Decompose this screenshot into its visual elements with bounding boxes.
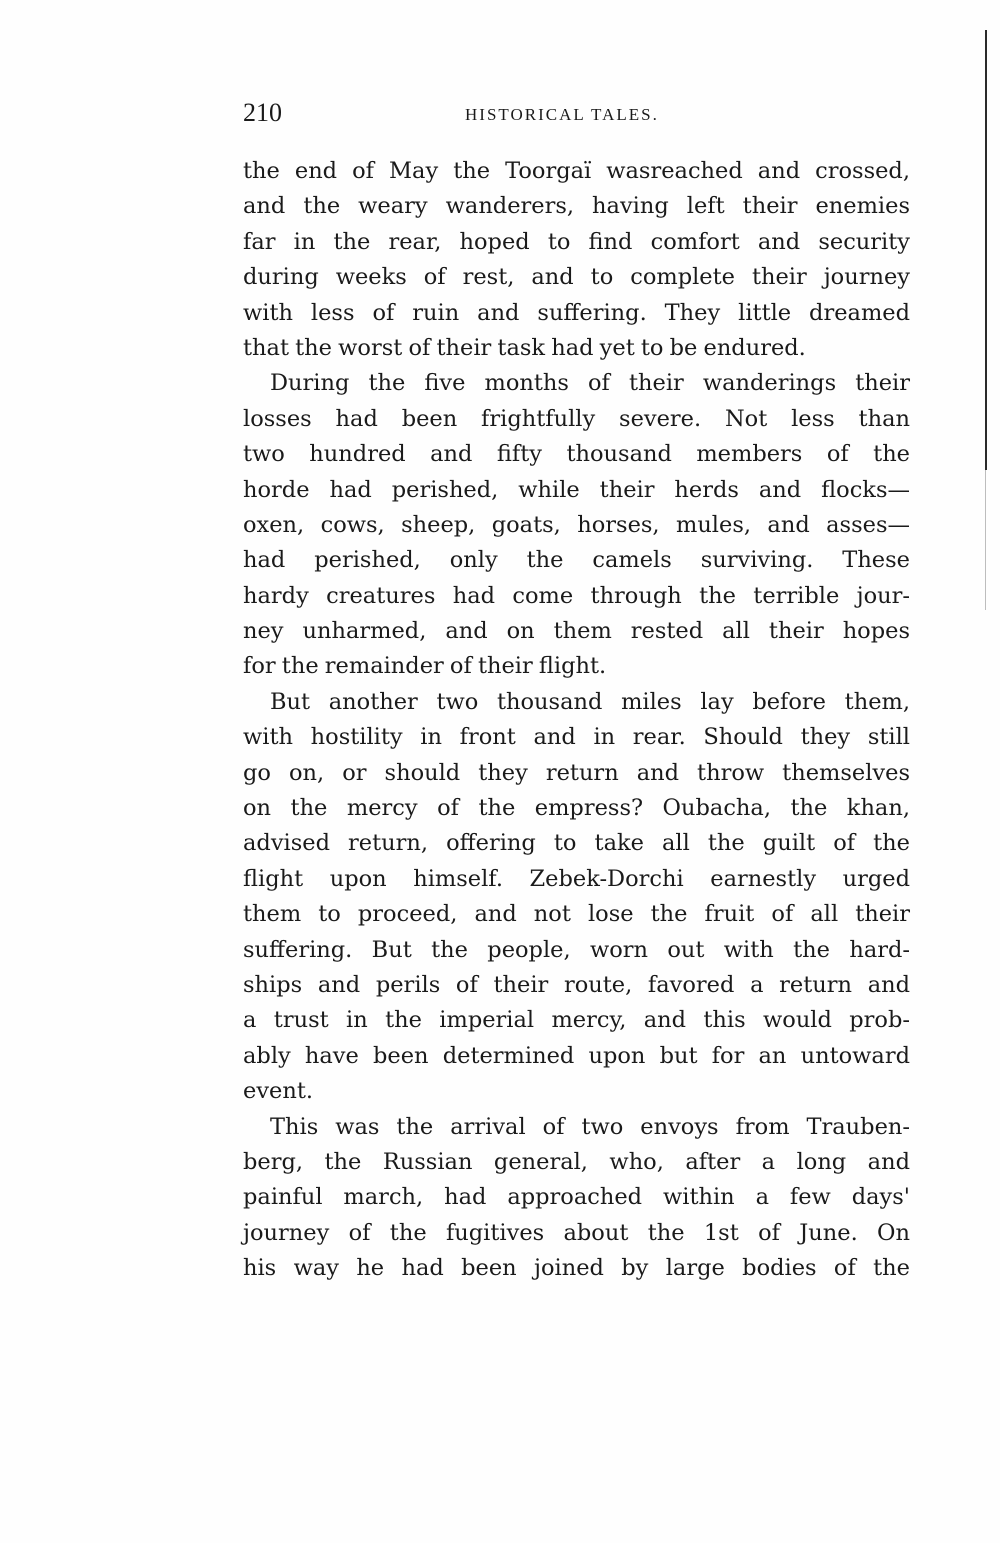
text-line: flight upon himself. Zebek-Dorchi earnestly urged: [243, 865, 910, 892]
text-line: This was the arrival of two envoys from Trauben-: [270, 1113, 910, 1140]
body-text: [243, 154, 910, 1287]
text-line: had perished, only the camels surviving. These: [243, 547, 910, 574]
text-line: horde had perished, while their herds and flocks—: [243, 476, 910, 503]
text-line: But another two thousand miles lay before them,: [270, 688, 910, 715]
text-line: a trust in the imperial mercy, and this would prob-: [243, 1007, 910, 1034]
text-line: and the weary wanderers, having left their enemies: [243, 193, 910, 220]
text-line: far in the rear, hoped to find comfort and security: [243, 228, 910, 255]
text-line: berg, the Russian general, who, after a long and: [243, 1148, 910, 1175]
page-number: 210: [243, 98, 282, 127]
text-line: painful march, had approached within a few days': [243, 1184, 910, 1211]
text-line: During the five months of their wanderings their: [270, 370, 910, 397]
text-line: ships and perils of their route, favored a return and: [243, 971, 910, 998]
text-line: for the remainder of their flight.: [243, 653, 607, 680]
page-edge-line-faint: [985, 470, 986, 610]
text-line: journey of the fugitives about the 1st of June. On: [243, 1219, 910, 1246]
text-line: ney unharmed, and on them rested all their hopes: [243, 618, 910, 645]
text-line: that the worst of their task had yet to be endured.: [243, 334, 806, 361]
page-edge-line: [985, 30, 987, 470]
text-line: go on, or should they return and throw themselves: [243, 759, 910, 786]
text-line: his way he had been joined by large bodies of the: [243, 1255, 910, 1282]
text-line: during weeks of rest, and to complete their journey: [243, 264, 910, 291]
text-line: ably have been determined upon but for an untoward: [243, 1042, 910, 1069]
text-line: the end of May the Toorgaï wasreached and crossed,: [243, 158, 910, 184]
text-line: event.: [243, 1078, 314, 1105]
text-line: advised return, offering to take all the guilt of the: [243, 830, 910, 857]
text-line: suffering. But the people, worn out with the hard-: [243, 936, 910, 963]
text-line: hardy creatures had come through the terrible jour-: [243, 582, 910, 609]
text-line: with hostility in front and in rear. Should they still: [243, 724, 910, 751]
text-line: losses had been frightfully severe. Not less than: [243, 405, 910, 432]
text-line: on the mercy of the empress? Oubacha, the khan,: [243, 795, 910, 822]
running-head: HISTORICAL TALES.: [465, 105, 659, 124]
text-line: with less of ruin and suffering. They little dreamed: [243, 299, 910, 326]
text-line: oxen, cows, sheep, goats, horses, mules, and asses—: [243, 511, 910, 538]
text-line: two hundred and fifty thousand members of the: [243, 441, 910, 468]
page-header: [243, 97, 910, 129]
text-line: them to proceed, and not lose the fruit of all their: [243, 901, 910, 928]
